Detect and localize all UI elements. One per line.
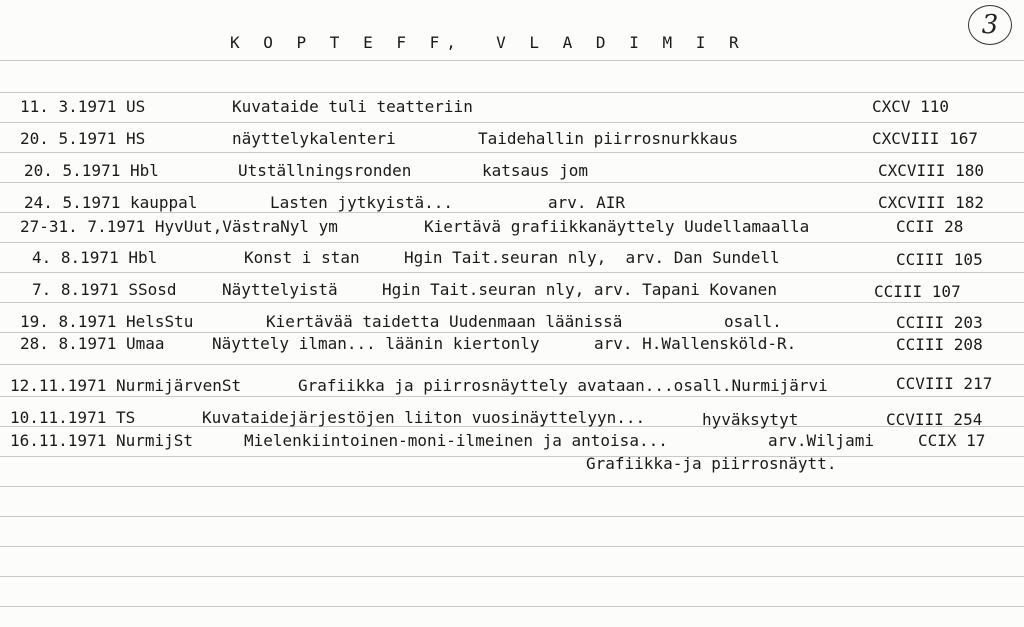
entry-date-source: 4. 8.1971 Hbl [32,248,158,267]
entry-note: arv.Wiljami [768,431,874,450]
entry-date-source: 16.11.1971 NurmijSt [10,431,194,450]
entry-title: Grafiikka ja piirrosnäyttely avataan...osall.Nurmijärvi [298,376,828,395]
ruled-line [0,546,1024,547]
entry-title: Mielenkiintoinen-moni-ilmeinen ja antoisa... [244,431,668,450]
entry-continuation: Grafiikka-ja piirrosnäytt. [586,454,837,473]
entry-date-source: 10.11.1971 TS [10,408,136,427]
entry-reference: CXCVIII 180 [878,161,984,180]
entry-reference: CCVIII 254 [886,410,983,429]
ruled-line [0,516,1024,517]
card-number: 3 [968,5,1012,45]
entry-note: hyväksytyt [702,410,799,429]
card-title: K O P T E F F, V L A D I M I R [230,33,746,52]
entry-title: näyttelykalenteri [232,129,396,148]
entry-reference: CCVIII 217 [896,374,993,393]
entry-date-source: 20. 5.1971 Hbl [24,161,159,180]
entry-date-source: 27-31. 7.1971 HyvUut,VästraNyl ym [20,217,338,236]
entry-note: Hgin Tait.seuran nly, arv. Dan Sundell [404,248,780,267]
entry-date-source: 28. 8.1971 Umaa [20,334,165,353]
ruled-line [0,212,1024,213]
entry-reference: CCIII 208 [896,335,983,354]
entry-reference: CCIX 17 [918,431,986,450]
ruled-line [0,152,1024,153]
entry-title: Kiertävä grafiikkanäyttely Uudellamaalla [424,217,810,236]
ruled-line [0,302,1024,303]
entry-date-source: 12.11.1971 NurmijärvenSt [10,376,242,395]
ruled-line [0,92,1024,93]
ruled-line [0,182,1024,183]
entry-reference: CXCVIII 182 [878,193,984,212]
entry-reference: CCIII 105 [896,250,983,269]
entry-title: Kiertävää taidetta Uudenmaan läänissä [266,312,623,331]
ruled-line [0,576,1024,577]
ruled-line [0,122,1024,123]
entry-note: Hgin Tait.seuran nly, arv. Tapani Kovanen [382,280,777,299]
ruled-line [0,242,1024,243]
entry-note: arv. AIR [548,193,626,212]
ruled-line [0,364,1024,365]
entry-title: Konst i stan [244,248,360,267]
entry-note: osall. [724,312,782,331]
ruled-line [0,332,1024,333]
ruled-line [0,60,1024,61]
entry-reference: CCIII 107 [874,282,961,301]
entry-reference: CXCV 110 [872,97,950,116]
entry-note: katsaus jom [482,161,588,180]
entry-reference: CCII 28 [896,217,964,236]
entry-note: Taidehallin piirrosnurkkaus [478,129,739,148]
entry-date-source: 7. 8.1971 SSosd [32,280,177,299]
ruled-line [0,456,1024,457]
entry-note: arv. H.Wallensköld-R. [594,334,797,353]
entry-title: Lasten jytkyistä... [270,193,454,212]
ruled-line [0,272,1024,273]
entry-date-source: 11. 3.1971 US [20,97,146,116]
entry-date-source: 19. 8.1971 HelsStu [20,312,194,331]
entry-date-source: 24. 5.1971 kauppal [24,193,198,212]
entry-title: Näyttely ilman... läänin kiertonly [212,334,540,353]
ruled-line [0,486,1024,487]
entry-reference: CCIII 203 [896,313,983,332]
entry-date-source: 20. 5.1971 HS [20,129,146,148]
ruled-line [0,396,1024,397]
entry-title: Kuvataide tuli teatteriin [232,97,473,116]
entry-title: Kuvataidejärjestöjen liiton vuosinäyttelyyn... [202,408,646,427]
entry-title: Utställningsronden [238,161,412,180]
ruled-line [0,606,1024,607]
entry-title: Näyttelyistä [222,280,338,299]
entry-reference: CXCVIII 167 [872,129,978,148]
